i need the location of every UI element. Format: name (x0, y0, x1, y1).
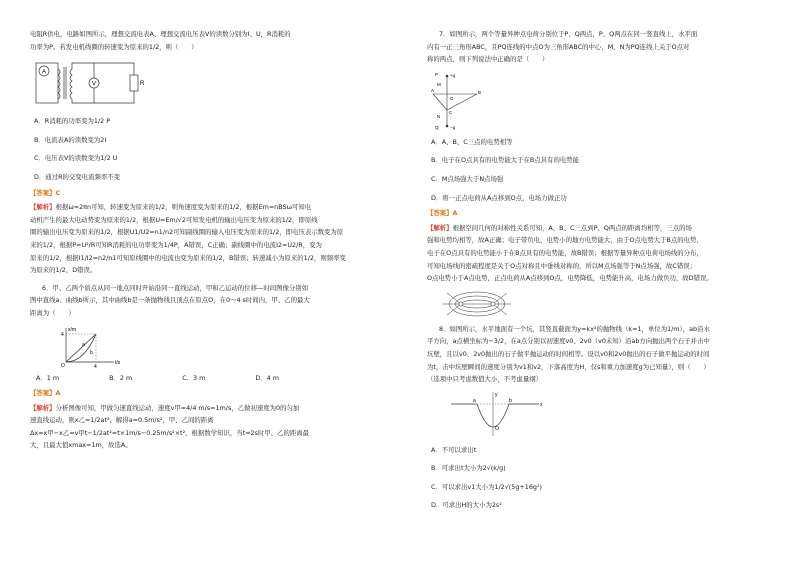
point-b-label: b (509, 397, 512, 404)
text-line: Δx=x甲−x乙=v甲t−1/2at²=t×1m/s−0.25m/s²×t²，根据数学知识，当t=2s时甲、乙的距离最 (30, 428, 310, 437)
label-c: C (449, 109, 453, 115)
q7-options (427, 136, 772, 204)
analysis-label: 【解析】 (30, 403, 56, 412)
q6-answer: 【答案】A (30, 389, 61, 398)
text-line: 根据ω=2πn可知，转速变为原来的1/2，则角速度变为原来的1/2，根据Em=nBSω可知电 (55, 203, 312, 212)
text-line: O点电势小于A点电势，正点电荷从A点移到O点，电势降低，电势能升高，电场力做负功，故D错误。 (427, 274, 713, 283)
label-plus-q: +q (450, 72, 456, 78)
text-line: 速直线运动，则x乙=1/2at²，解得a=0.5m/s²，甲、乙间的距离 (30, 416, 214, 425)
text-line: 图中直线a、曲线b所示，其中曲线b是一条抛物线且顶点在原点O，在0～4 s时间内，甲、乙的最大 (30, 296, 310, 305)
text-line: 平方向，a点横坐标为−3/2，在a点分别以初速度v0、2v0（v0未知）沿ab方向抛出两个石子并击中 (427, 337, 710, 346)
option-d: D．可求出H的大小为2s² (431, 501, 502, 510)
label-minus-q: −q (450, 124, 456, 130)
q7-charge-figure (431, 70, 501, 130)
charges-triangle-diagram (431, 70, 501, 130)
option-b: B．电子在O点具有的电势能大于在B点具有的电势能 (431, 156, 580, 165)
transformer-circuit-diagram (34, 57, 154, 109)
q6-options (36, 372, 370, 385)
curve-b-label: b (90, 349, 93, 356)
q5-answer: 【答案】C (30, 188, 61, 197)
text-line: 称的两点，则下列说法中正确的是（ ） (427, 55, 549, 64)
x-axis-label: x (540, 401, 543, 408)
option-b: B．电流表A的读数变为2I (34, 135, 107, 144)
analysis-label: 【解析】 (30, 203, 56, 212)
text-line: 为t，击中坑壁瞬间的速度分别为v1和v2，下落高度为H，仅s和重力加速度g为已知量），则（ ） (427, 362, 710, 371)
option-c: C．电压表V的读数变为1/2 U (34, 154, 118, 163)
text-line: 内有一正三角形ABC，且PQ连线的中点O为三角形ABC的中心，M、N为PQ连线上关于O点对 (427, 42, 690, 51)
label-m: M (437, 81, 441, 87)
option-b: B．2 m (109, 373, 133, 382)
q7-answer: 【答案】A (427, 209, 458, 218)
text-line: 距离为（ ） (30, 308, 75, 317)
q7-analysis (427, 222, 772, 285)
q8-stem (427, 323, 772, 386)
text-line: 大，且最大值xmax=1m，故选A。 (30, 441, 132, 450)
parabola-pit-diagram (447, 390, 547, 438)
option-c: C．可以求出v1大小为1/2√(5g+16g²) (431, 482, 543, 491)
label-p: P (435, 71, 439, 77)
text-line: 坑壁，且以v0、2v0抛出的石子做平抛运动的时间相等。设以v0和2v0抛出的石子做平抛运动的时间 (427, 349, 710, 358)
text-line: 8．如图所示，水平地面有一个坑，其竖直截面为y=kx²的抛物线（k=1，单位为1/m），ab沿水 (439, 324, 710, 333)
analysis-label: 【解析】 (427, 223, 453, 232)
q6-stem (30, 282, 370, 320)
q8-options (427, 444, 772, 512)
y-axis-label: y (495, 391, 498, 398)
option-c: C．3 m (182, 373, 206, 382)
text-line: 可知电场线的密疏程度是关于O点对称且中垂线对称的，所以M点场强等于N点场强，故C错误； (427, 261, 697, 270)
q5-stem (30, 28, 370, 53)
text-line: 电子在O点具有的电势能小于在B点具有的电势能，故B错误；根据等量异种点电荷电场线的分布， (427, 248, 703, 257)
line-a-label: a (82, 341, 85, 348)
text-line: 6．甲、乙两个质点从同一地点同时开始沿同一直线运动，甲和乙运动的位移—时间图像分别如 (42, 283, 309, 292)
q6-xt-graph (58, 324, 138, 368)
origin-label: O (495, 425, 499, 432)
y-tick-label: 4 (61, 331, 64, 338)
svg-text:R: R (140, 81, 145, 88)
option-b: B．可求出t大小为2√(k/g) (431, 464, 506, 473)
q6-analysis (30, 402, 370, 452)
text-line: （选项中只考虑数值大小，不考虑量纲） (427, 375, 543, 384)
label-b: B (478, 89, 482, 95)
point-a-label: a (473, 397, 476, 404)
line-a (66, 334, 96, 362)
x-tick-label: 4 (94, 363, 97, 368)
origin-label: O (61, 362, 65, 368)
x-axis-label: t/s (115, 359, 121, 366)
text-line: 动机产生的最大电动势变为原来的1/2，根据U=Em/√2可知发电机的输出电压变为原来的1/2，即原线 (30, 215, 318, 224)
option-a: A．1 m (36, 373, 60, 382)
option-d: D．4 m (255, 373, 280, 382)
svg-text:V: V (92, 81, 97, 88)
label-a: A (431, 87, 435, 93)
q5-analysis (30, 201, 370, 277)
text-line: 强和电势均相等，故A正确；电子带负电，电势小的地方电势能大，由于O点电势大于B点的电势， (427, 236, 703, 245)
text-line: 原来的1/2，根据I1/I2=n2/n1可知原线圈中的电流也变为原来的1/2，B错误；转速减小为原来的1/2，则频率变 (30, 253, 346, 262)
svg-text:A: A (42, 69, 47, 76)
dipole-field-lines-diagram (437, 289, 517, 319)
label-o: O (450, 95, 454, 101)
option-c: C．M点场强大于N点场强 (431, 174, 504, 183)
option-a: A．不可以求出t (431, 445, 477, 454)
q5-options (30, 115, 370, 183)
q7-stem (427, 28, 772, 66)
y-axis-label: x/m (68, 326, 77, 333)
option-a: A．R消耗的功率变为1/2 P (34, 117, 111, 126)
text-line: 圈的输出电压变为原来的1/2，根据U1/U2=n1/n2可知副线圈的输入电压变为原来的1/2，即电压表示数变为原 (30, 228, 344, 237)
text-line: 功率为P。若发电机线圈的转速变为原来的1/2，则（ ） (30, 42, 198, 51)
position-time-graph (58, 324, 138, 368)
q7-field-lines-figure (437, 289, 517, 319)
q8-pit-figure (447, 390, 547, 438)
text-line: 电阻R供电，电路如图所示，理想交流电表A、理想交流电压表V的读数分别为I、U，R消耗的 (30, 30, 291, 38)
left-column (30, 28, 370, 452)
text-line: 来的1/2，根据P=U²/R可知R消耗的电功率变为1/4P，A错误，C正确；副线圈中的电流I2=U2/R，变为 (30, 240, 322, 249)
option-d: D．将一正点电荷从A点移到O点，电场力做正功 (431, 193, 567, 202)
text-line: 为原来的1/2，D错误。 (30, 266, 97, 275)
option-d: D．通过R的交变电流频率不变 (34, 172, 121, 181)
label-n: N (437, 113, 441, 119)
label-q: Q (435, 124, 439, 130)
text-line: 分析图像可知，甲做匀速直线运动，速度v甲=4/4 m/s=1m/s，乙做初速度为0的匀加 (55, 403, 300, 412)
right-column (427, 28, 772, 512)
q5-circuit-figure (34, 57, 154, 109)
option-a: A．A、B、C三点的电势相等 (431, 137, 513, 146)
text-line: 7．如图所示，两个等量异种点电荷分别位于P、Q两点，P、Q两点在同一竖直线上，水平面 (439, 30, 698, 38)
text-line: 根据空间几何的对称性关系可知，A、B、C三点到P、Q两点的距离均相等，三点的场 (452, 223, 692, 232)
